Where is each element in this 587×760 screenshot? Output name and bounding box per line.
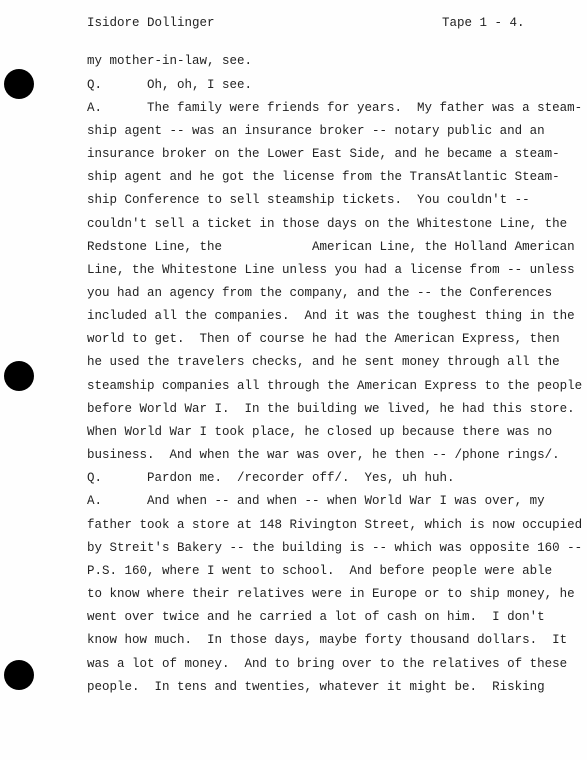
transcript-line: he used the travelers checks, and he sent money through all the: [87, 355, 560, 369]
transcript-line: When World War I took place, he closed up because there was no: [87, 425, 553, 439]
transcript-line: was a lot of money. And to bring over to the relatives of these: [87, 657, 568, 671]
transcript-line: Q. Oh, oh, I see.: [87, 78, 253, 92]
transcript-line: people. In tens and twenties, whatever it might be. Risking: [87, 680, 545, 694]
punch-hole: [4, 361, 34, 391]
transcript-line: world to get. Then of course he had the American Express, then: [87, 332, 560, 346]
transcript-line: Q. Pardon me. /recorder off/. Yes, uh huh.: [87, 471, 455, 485]
transcript-line: A. And when -- and when -- when World War I was over, my: [87, 494, 545, 508]
transcript-line: Line, the Whitestone Line unless you had a license from -- unless: [87, 263, 575, 277]
transcript-line: business. And when the war was over, he then -- /phone rings/.: [87, 448, 560, 462]
transcript-line: steamship companies all through the American Express to the people: [87, 379, 583, 393]
transcript-line: father took a store at 148 Rivington Street, which is now occupied: [87, 518, 583, 532]
transcript-line: ship Conference to sell steamship tickets. You couldn't --: [87, 193, 530, 207]
transcript-line: know how much. In those days, maybe forty thousand dollars. It: [87, 633, 568, 647]
transcript-line: included all the companies. And it was the toughest thing in the: [87, 309, 575, 323]
transcript-line: ship agent -- was an insurance broker -- notary public and an: [87, 124, 545, 138]
punch-hole: [4, 660, 34, 690]
transcript-line: ship agent and he got the license from the TransAtlantic Steam-: [87, 170, 560, 184]
transcript-line: A. The family were friends for years. My father was a steam-: [87, 101, 583, 115]
punch-hole: [4, 69, 34, 99]
transcript-line: to know where their relatives were in Europe or to ship money, he: [87, 587, 575, 601]
transcript-line: Redstone Line, the American Line, the Holland American: [87, 240, 575, 254]
transcript-line: before World War I. In the building we lived, he had this store.: [87, 402, 575, 416]
tape-number: Tape 1 - 4.: [442, 16, 525, 30]
transcript-line: my mother-in-law, see.: [87, 54, 253, 68]
transcript-line: insurance broker on the Lower East Side, and he became a steam-: [87, 147, 560, 161]
transcript-line: went over twice and he carried a lot of cash on him. I don't: [87, 610, 545, 624]
interviewee-name: Isidore Dollinger: [87, 16, 215, 30]
transcript-line: you had an agency from the company, and the -- the Conferences: [87, 286, 553, 300]
transcript-line: P.S. 160, where I went to school. And before people were able: [87, 564, 553, 578]
transcript-line: couldn't sell a ticket in those days on the Whitestone Line, the: [87, 217, 568, 231]
transcript-line: by Streit's Bakery -- the building is -- which was opposite 160 --: [87, 541, 583, 555]
